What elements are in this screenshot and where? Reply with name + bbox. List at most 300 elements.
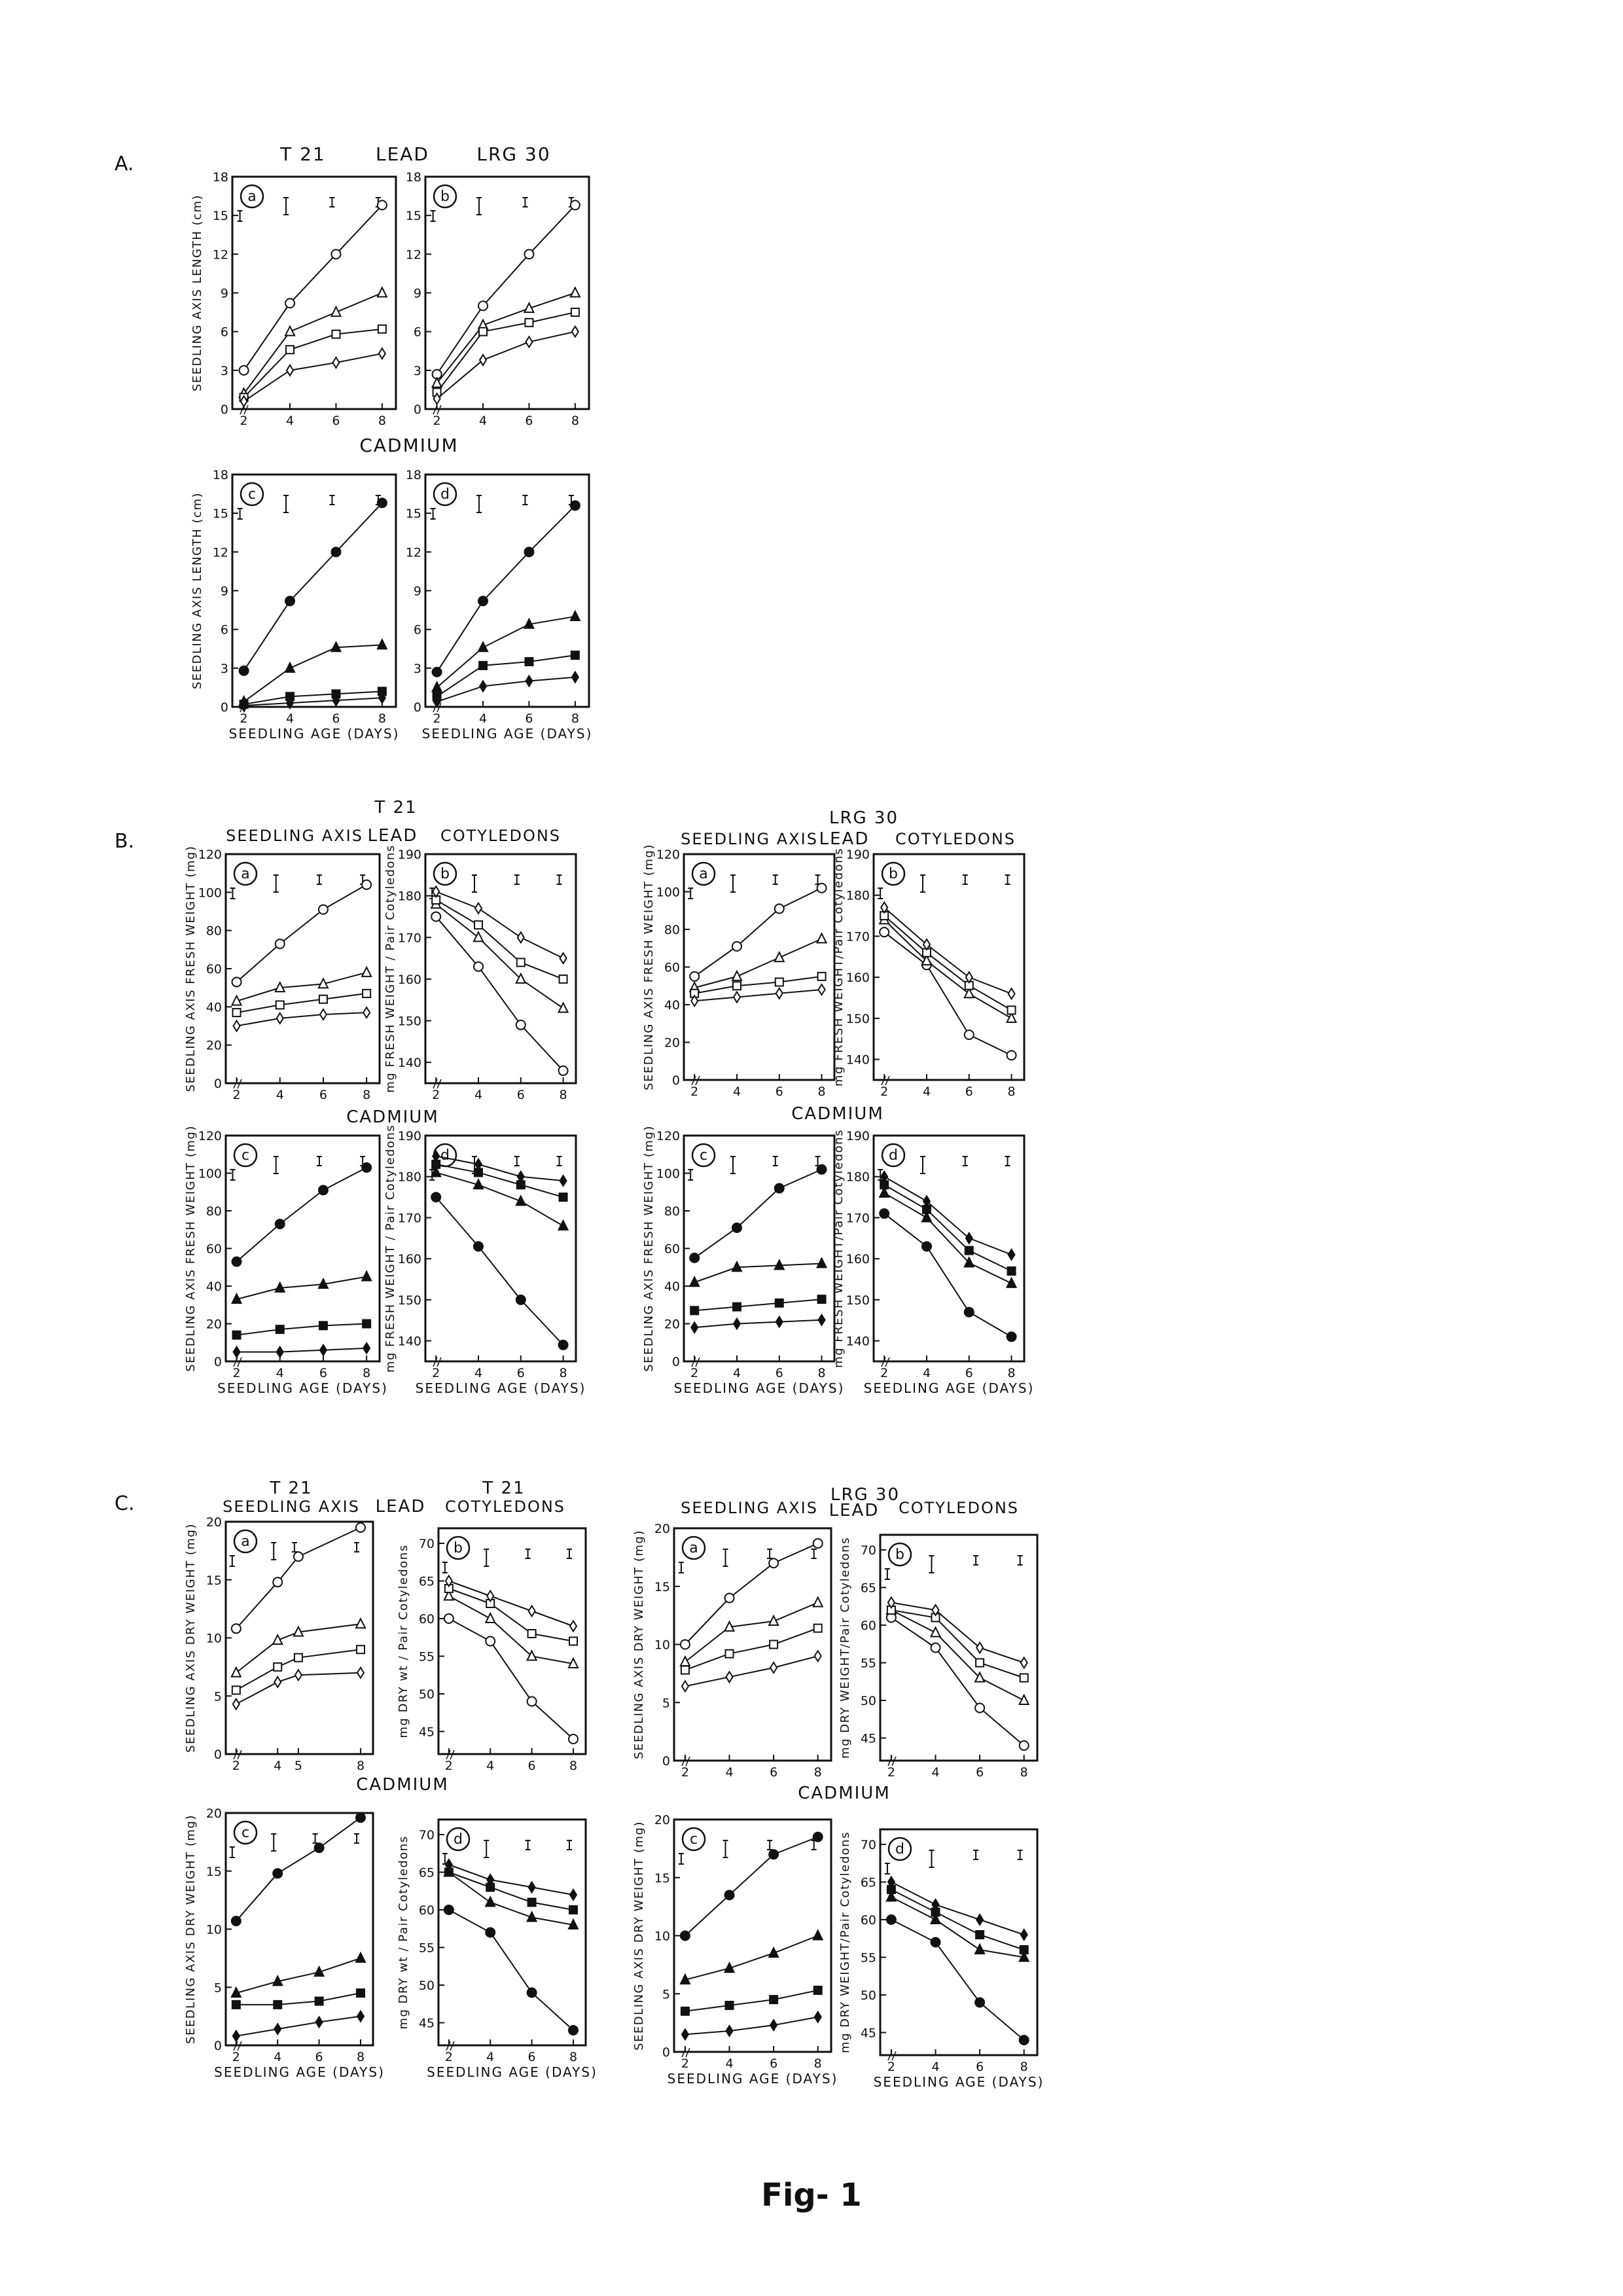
y-tick-label: 40 [664, 998, 680, 1013]
section-header: LEAD [375, 1497, 426, 1516]
data-point [474, 1242, 483, 1251]
data-point [486, 1897, 495, 1907]
data-point [887, 1915, 896, 1924]
series-line [685, 1543, 818, 1644]
y-tick-label: 120 [198, 1129, 222, 1143]
panel-label [434, 483, 456, 505]
x-tick-label: 6 [516, 1366, 525, 1380]
y-tick-label: 70 [418, 1537, 435, 1551]
y-tick-label: 5 [213, 1689, 222, 1704]
section-header: LEAD [829, 1501, 880, 1520]
data-point [681, 1931, 690, 1941]
series-line [436, 904, 563, 1008]
y-tick-label: 0 [213, 1748, 222, 1762]
error-bar [329, 495, 334, 505]
data-point [475, 903, 482, 914]
data-point [287, 365, 293, 376]
panel-label-text: b [895, 1547, 904, 1563]
data-point [525, 658, 533, 666]
data-point [524, 547, 533, 556]
y-tick-label: 15 [654, 1871, 670, 1886]
x-tick-label: 8 [571, 414, 579, 428]
data-point [480, 355, 486, 365]
y-tick-label: 20 [664, 1035, 680, 1050]
plot-frame [425, 475, 589, 707]
y-tick-label: 9 [220, 584, 228, 599]
data-point [965, 1247, 973, 1255]
data-point [356, 1523, 365, 1532]
series-line [436, 1197, 563, 1345]
series-line [436, 891, 563, 958]
error-bar [514, 875, 520, 884]
panel-label-text: a [689, 1540, 698, 1556]
series-line [891, 1603, 1024, 1663]
y-tick-label: 180 [846, 1170, 870, 1185]
y-axis-label: SEEDLING AXIS FRESH WEIGHT (mg) [184, 845, 198, 1092]
x-axis-label: SEEDLING AGE (DAYS) [673, 1380, 845, 1396]
x-tick-label: 6 [527, 1759, 536, 1773]
data-point [571, 288, 580, 297]
data-point [431, 1193, 440, 1202]
y-axis-label: mg DRY wt / Pair Cotyledons [397, 1835, 410, 2030]
section-header: CADMIUM [791, 1104, 884, 1124]
series-line [891, 1610, 1024, 1700]
y-tick-label: 140 [397, 1334, 421, 1349]
x-tick-label: 4 [285, 414, 294, 428]
data-point [819, 984, 825, 995]
chart-panel-C-b-T21 [397, 1528, 586, 1773]
series-line [694, 888, 821, 977]
data-point [975, 1998, 984, 2007]
x-tick-label: 2 [690, 1366, 699, 1380]
series-line [685, 1656, 818, 1686]
y-axis-label: mg FRESH WEIGHT/Pair Cotyledons [832, 1129, 846, 1368]
data-point [690, 1306, 698, 1314]
x-tick-label: 2 [232, 2050, 240, 2064]
data-point [319, 1185, 328, 1194]
section-header: CADMIUM [798, 1784, 891, 1803]
plot-frame [226, 854, 380, 1083]
data-point [770, 1996, 777, 2003]
data-point [474, 962, 483, 971]
y-axis-label: mg DRY WEIGHT/Pair Cotyledons [838, 1831, 852, 2053]
x-tick-label: 4 [732, 1366, 741, 1380]
data-point [526, 336, 532, 347]
data-point [319, 1321, 327, 1329]
data-point [818, 973, 826, 980]
data-point [1007, 1050, 1016, 1060]
panel-label-text: c [241, 1825, 250, 1841]
x-tick-label: 2 [433, 414, 441, 428]
error-bar [271, 1543, 276, 1560]
panel-label [692, 1144, 715, 1166]
error-bar [476, 198, 482, 215]
data-point [232, 977, 241, 986]
chart-panel-C-d-LRG30 [838, 1829, 1044, 2090]
error-bar [271, 1834, 276, 1851]
data-point [478, 596, 488, 605]
panel-label-text: b [440, 866, 450, 882]
y-tick-label: 80 [664, 923, 680, 937]
error-bar [773, 875, 778, 884]
error-bar [522, 495, 527, 505]
data-point [726, 2001, 734, 2009]
x-tick-label: 8 [363, 1366, 371, 1380]
section-header: LRG 30 [830, 1485, 901, 1505]
x-tick-label: 4 [274, 2050, 282, 2064]
series-line [237, 1324, 367, 1335]
data-point [294, 1654, 302, 1662]
plot-frame [226, 1813, 373, 2045]
series-line [436, 1172, 563, 1226]
panel-label [683, 1828, 705, 1850]
data-point [378, 325, 386, 333]
series-line [436, 1164, 563, 1197]
y-axis-label: SEEDLING AXIS LENGTH (cm) [190, 492, 204, 690]
series-line [437, 293, 575, 384]
error-bar [920, 1157, 925, 1174]
data-point [732, 942, 741, 951]
section-letter: B. [115, 830, 135, 853]
y-tick-label: 150 [397, 1293, 421, 1308]
plot-frame [874, 854, 1024, 1080]
panel-label [889, 1838, 911, 1860]
error-bar [329, 198, 334, 207]
data-point [814, 1624, 822, 1632]
x-axis-label: SEEDLING AGE (DAYS) [415, 1380, 586, 1396]
panel-label-text: a [241, 866, 250, 882]
y-tick-label: 45 [860, 2026, 876, 2041]
y-tick-label: 50 [860, 1694, 876, 1708]
data-point [1007, 1278, 1016, 1287]
data-point [479, 662, 487, 670]
data-point [1021, 1658, 1027, 1668]
y-tick-label: 120 [198, 848, 222, 862]
series-line [891, 1897, 1024, 1958]
series-line [884, 916, 1011, 1010]
data-point [770, 1662, 777, 1673]
error-bar [723, 1549, 728, 1566]
panel-label-text: d [454, 1831, 463, 1848]
error-bar [730, 1157, 736, 1174]
x-tick-label: 8 [1020, 1765, 1028, 1780]
section-header: LRG 30 [476, 143, 551, 165]
x-tick-label: 8 [356, 1759, 365, 1773]
data-point [572, 672, 579, 683]
series-line [891, 1920, 1024, 2040]
x-tick-label: 8 [1007, 1366, 1016, 1380]
y-tick-label: 65 [860, 1875, 876, 1890]
plot-frame [674, 1820, 831, 2052]
data-point [277, 1013, 283, 1024]
x-tick-label: 8 [356, 2050, 365, 2064]
y-tick-label: 0 [671, 1355, 680, 1369]
x-tick-label: 2 [232, 1366, 241, 1380]
error-bar [313, 1834, 318, 1843]
y-tick-label: 170 [846, 929, 870, 944]
y-tick-label: 150 [846, 1011, 870, 1026]
y-tick-label: 3 [413, 661, 421, 676]
data-point [378, 639, 387, 649]
data-point [560, 953, 567, 963]
y-axis-label: SEEDLING AXIS LENGTH (cm) [190, 194, 204, 392]
panel-label [234, 1530, 257, 1552]
data-point [276, 1219, 285, 1229]
error-bar [567, 1840, 572, 1850]
series-line [685, 1990, 818, 2011]
series-line [685, 1936, 818, 1980]
data-point [480, 681, 486, 691]
series-line [685, 1837, 818, 1936]
data-point [232, 1668, 241, 1677]
data-point [356, 1619, 365, 1628]
data-point [682, 2029, 688, 2039]
series-line [244, 205, 382, 370]
section-letter: A. [115, 152, 134, 175]
data-point [559, 1340, 568, 1350]
series-line [436, 916, 563, 1070]
data-point [817, 884, 827, 893]
chart-panel-C-d-T21 [397, 1820, 597, 2080]
x-tick-label: 4 [276, 1366, 284, 1380]
x-tick-label: 8 [569, 2050, 578, 2064]
x-axis-label: SEEDLING AGE (DAYS) [863, 1380, 1035, 1396]
data-point [681, 1657, 690, 1666]
data-point [776, 978, 783, 986]
data-point [274, 2024, 281, 2034]
data-point [378, 498, 387, 507]
x-tick-label: 8 [378, 414, 386, 428]
y-tick-label: 180 [397, 1170, 421, 1185]
x-tick-label: 6 [516, 1088, 525, 1102]
series-line [694, 1299, 821, 1310]
series-line [449, 1865, 573, 1895]
data-point [965, 1030, 974, 1039]
plot-frame [874, 1136, 1024, 1361]
series-line [891, 1882, 1024, 1935]
y-tick-label: 60 [418, 1612, 435, 1626]
data-point [363, 1343, 370, 1354]
panel-label-text: b [454, 1540, 463, 1556]
x-tick-label: 2 [681, 1765, 689, 1780]
y-tick-label: 12 [212, 247, 228, 262]
x-tick-label: 6 [315, 2050, 323, 2064]
data-point [527, 1651, 537, 1660]
data-point [526, 676, 532, 687]
y-tick-label: 120 [656, 848, 680, 862]
x-tick-label: 4 [486, 2050, 495, 2064]
panel-label-text: a [699, 866, 708, 882]
x-tick-label: 8 [813, 2056, 822, 2071]
x-tick-label: 2 [681, 2056, 689, 2071]
chart-panel-B-c-T21 [184, 1125, 388, 1396]
data-point [479, 328, 487, 336]
y-tick-label: 10 [205, 1922, 222, 1937]
data-point [725, 1890, 734, 1899]
x-tick-label: 4 [931, 1765, 940, 1780]
x-tick-label: 2 [880, 1085, 889, 1099]
y-tick-label: 70 [860, 1543, 876, 1558]
data-point [726, 1672, 733, 1682]
y-tick-label: 12 [405, 247, 421, 262]
x-axis-label: SEEDLING AGE (DAYS) [217, 1380, 388, 1396]
series-line [884, 908, 1011, 994]
error-bar [679, 1562, 684, 1573]
data-point [775, 1184, 784, 1193]
chart-panel-B-a-LRG30 [642, 844, 834, 1099]
data-point [770, 1641, 777, 1649]
y-tick-label: 50 [418, 1687, 435, 1702]
data-point [232, 1257, 241, 1266]
series-line [236, 1993, 361, 2005]
y-tick-label: 6 [413, 622, 421, 637]
error-bar [1005, 1157, 1010, 1166]
chart-panel-B-a-T21 [184, 846, 380, 1102]
y-tick-label: 18 [212, 170, 228, 185]
data-point [240, 366, 249, 375]
y-axis-label: mg FRESH WEIGHT / Pair Cotyledons [383, 1124, 397, 1373]
data-point [232, 1686, 240, 1694]
error-bar [292, 1543, 297, 1552]
data-point [362, 880, 371, 889]
y-axis-label: SEEDLING AXIS FRESH WEIGHT (mg) [642, 1125, 656, 1372]
panel-label [434, 185, 456, 207]
data-point [732, 971, 741, 980]
data-point [776, 988, 783, 999]
data-point [1008, 1006, 1016, 1014]
panel-label-text: a [241, 1534, 250, 1550]
data-point [276, 1001, 284, 1009]
x-tick-label: 6 [332, 711, 340, 726]
x-axis-label: SEEDLING AGE (DAYS) [667, 2071, 838, 2087]
panel-label [889, 1543, 911, 1566]
error-bar [230, 1170, 236, 1180]
x-tick-label: 4 [478, 414, 488, 428]
y-tick-label: 70 [418, 1828, 435, 1842]
x-tick-label: 2 [232, 1088, 241, 1102]
x-tick-label: 8 [378, 711, 386, 726]
x-tick-label: 2 [433, 711, 441, 726]
data-point [1020, 1946, 1028, 1954]
data-point [681, 2007, 689, 2015]
y-tick-label: 180 [397, 889, 421, 904]
data-point [378, 288, 387, 297]
y-tick-label: 140 [846, 1334, 870, 1349]
y-tick-label: 190 [846, 1129, 870, 1143]
data-point [734, 992, 740, 1003]
data-point [274, 1663, 281, 1671]
data-point [331, 547, 340, 556]
data-point [734, 1319, 740, 1329]
x-tick-label: 2 [240, 414, 248, 428]
error-bar [963, 1157, 968, 1166]
data-point [813, 1931, 823, 1940]
plot-frame [438, 1820, 586, 2045]
data-point [569, 1638, 577, 1645]
x-axis-label: SEEDLING AGE (DAYS) [873, 2074, 1044, 2090]
data-point [560, 1175, 567, 1186]
y-axis-label: SEEDLING AXIS DRY WEIGHT (mg) [184, 1814, 198, 2044]
data-point [560, 975, 567, 983]
x-tick-label: 4 [922, 1366, 931, 1380]
series-line [694, 1320, 821, 1328]
y-tick-label: 9 [413, 584, 421, 599]
y-tick-label: 3 [220, 661, 228, 676]
error-bar [878, 888, 883, 899]
data-point [726, 2026, 733, 2036]
series-line [237, 973, 367, 1001]
x-tick-label: 6 [770, 2056, 778, 2071]
data-point [363, 990, 370, 997]
y-tick-label: 6 [413, 325, 421, 340]
figure-labels [115, 143, 1019, 1803]
data-point [319, 996, 327, 1003]
data-point [332, 331, 340, 338]
data-point [431, 912, 440, 921]
y-tick-label: 65 [418, 1574, 435, 1589]
error-bar [317, 1157, 322, 1166]
data-point [690, 1253, 699, 1263]
error-bar [812, 1840, 817, 1850]
series-line [884, 1177, 1011, 1255]
error-bar [963, 875, 968, 884]
y-tick-label: 50 [418, 1979, 435, 1993]
data-point [332, 357, 339, 368]
x-tick-label: 8 [817, 1085, 826, 1099]
data-point [769, 1850, 778, 1859]
y-tick-label: 5 [662, 1696, 670, 1711]
panel-label [234, 863, 257, 885]
y-tick-label: 15 [405, 507, 421, 522]
y-tick-label: 100 [198, 886, 222, 901]
y-axis-label: mg DRY WEIGHT/Pair Cotyledons [838, 1537, 852, 1759]
section-header: T 21 [270, 1479, 313, 1498]
plot-frame [880, 1535, 1037, 1761]
error-bar [354, 1543, 359, 1552]
error-bar [476, 495, 482, 512]
data-point [517, 958, 525, 966]
y-tick-label: 60 [860, 1619, 876, 1633]
data-point [814, 1986, 822, 1994]
data-point [319, 905, 328, 914]
data-point [775, 952, 784, 961]
data-point [572, 327, 579, 337]
y-tick-label: 60 [860, 1913, 876, 1928]
series-line [685, 1603, 818, 1662]
y-tick-label: 20 [654, 1813, 670, 1827]
data-point [1008, 988, 1015, 999]
y-tick-label: 0 [413, 403, 421, 417]
error-bar [230, 1847, 235, 1857]
y-tick-label: 40 [205, 1000, 222, 1015]
data-point [356, 1953, 365, 1962]
data-point [315, 1998, 323, 2005]
data-point [571, 651, 579, 659]
y-tick-label: 60 [418, 1903, 435, 1918]
y-tick-label: 100 [656, 885, 680, 900]
data-point [775, 904, 784, 913]
x-tick-label: 6 [319, 1088, 327, 1102]
y-axis-label: SEEDLING AXIS DRY WEIGHT (mg) [632, 1821, 646, 2051]
error-bar [688, 888, 693, 899]
error-bar [522, 198, 527, 207]
data-point [528, 1630, 536, 1638]
x-tick-label: 6 [775, 1366, 783, 1380]
data-point [478, 642, 488, 651]
series-line [237, 1168, 367, 1262]
data-point [527, 1697, 537, 1706]
y-tick-label: 170 [397, 931, 421, 946]
